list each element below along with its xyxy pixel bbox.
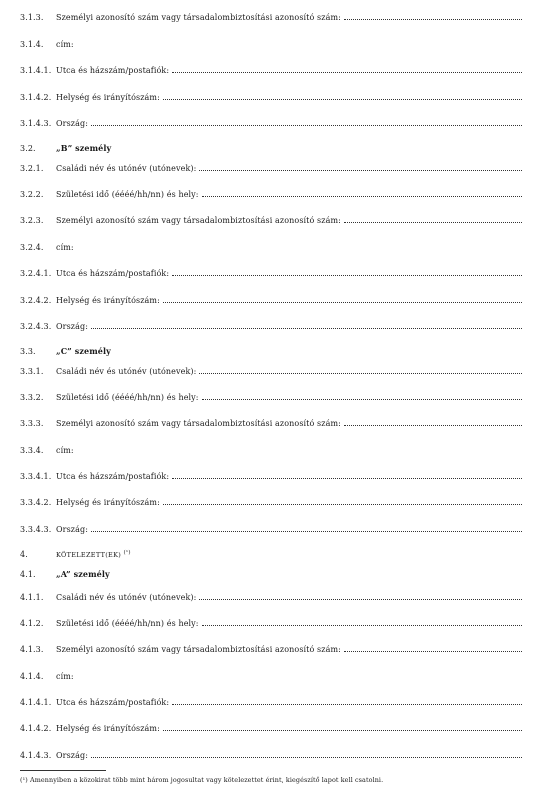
- row-label-text: Utca és házszám/postafiók:: [56, 698, 170, 707]
- form-row: [20, 90, 522, 102]
- fill-in-line[interactable]: [91, 756, 522, 758]
- row-label: [56, 346, 114, 356]
- row-number: 4.1.1.: [20, 593, 44, 602]
- row-number: 4.1.4.3.: [20, 751, 52, 760]
- row-label: [56, 367, 199, 376]
- row-label-text: cím:: [56, 243, 74, 252]
- row-label: [56, 296, 163, 305]
- form-row: [20, 748, 522, 760]
- form-row: [20, 495, 522, 507]
- row-number: 3.1.4.1.: [20, 66, 52, 75]
- form-row: [20, 547, 522, 559]
- row-label: [56, 40, 77, 49]
- fill-in-line[interactable]: [344, 221, 522, 223]
- row-number: 4.1.4.2.: [20, 724, 52, 733]
- row-label-text: cím:: [56, 446, 74, 455]
- row-label-text: Helység és irányítószám:: [56, 93, 160, 102]
- row-label-text: Személyi azonosító szám vagy társadalombiztosítási azonosító szám:: [56, 645, 341, 654]
- row-label-text: Születési idő (éééé/hh/nn) és hely:: [56, 190, 199, 199]
- row-number: 3.3.4.: [20, 446, 44, 455]
- row-label: [56, 216, 344, 225]
- row-label: [56, 93, 163, 102]
- row-label: [56, 472, 172, 481]
- row-label: [56, 269, 172, 278]
- row-number: 4.1.4.: [20, 672, 44, 681]
- form-row: [20, 390, 522, 402]
- row-label-text: „A” személy: [56, 569, 110, 579]
- row-label-text: „B” személy: [56, 143, 112, 153]
- row-label: [56, 619, 202, 628]
- row-number: 3.2.2.: [20, 190, 44, 199]
- form-row: [20, 590, 522, 602]
- fill-in-line[interactable]: [202, 195, 522, 197]
- form-row: [20, 364, 522, 376]
- row-label: [56, 498, 163, 507]
- row-number: 4.1.: [20, 570, 36, 579]
- fill-in-line[interactable]: [344, 650, 522, 652]
- row-label-text: cím:: [56, 672, 74, 681]
- fill-in-line[interactable]: [91, 124, 522, 126]
- row-number: 3.2.: [20, 144, 36, 153]
- row-label-text: Utca és házszám/postafiók:: [56, 66, 170, 75]
- form-row: [20, 141, 522, 153]
- fill-in-line[interactable]: [172, 477, 522, 479]
- fill-in-line[interactable]: [91, 530, 522, 532]
- fill-in-line[interactable]: [344, 18, 522, 20]
- form-row: [20, 266, 522, 278]
- row-number: 3.3.1.: [20, 367, 44, 376]
- form-row: [20, 416, 522, 428]
- row-label: [56, 593, 199, 602]
- row-label-text: Személyi azonosító szám vagy társadalombiztosítási azonosító szám:: [56, 13, 341, 22]
- row-label-text: Ország:: [56, 751, 88, 760]
- row-label: [56, 569, 113, 579]
- row-number: 3.2.1.: [20, 164, 44, 173]
- form-row: [20, 293, 522, 305]
- row-label-text: Ország:: [56, 525, 88, 534]
- form-row: [20, 161, 522, 173]
- footnote-divider: [20, 770, 106, 771]
- row-number: 3.3.3.: [20, 419, 44, 428]
- fill-in-line[interactable]: [172, 274, 522, 276]
- row-label-text: Helység és irányítószám:: [56, 498, 160, 507]
- row-label: [56, 143, 114, 153]
- form-row: [20, 443, 522, 455]
- form-row: [20, 37, 522, 49]
- row-number: 3.1.3.: [20, 13, 44, 22]
- row-label-text: Utca és házszám/postafiók:: [56, 472, 170, 481]
- row-label-text: Személyi azonosító szám vagy társadalombiztosítási azonosító szám:: [56, 419, 341, 428]
- form-row: [20, 522, 522, 534]
- row-number: 3.1.4.: [20, 40, 44, 49]
- row-label: [56, 751, 91, 760]
- row-number: 4.1.4.1.: [20, 698, 52, 707]
- row-label: [56, 190, 202, 199]
- row-label: [56, 724, 163, 733]
- form-row: [20, 116, 522, 128]
- row-label-text: Családi név és utónév (utónevek):: [56, 164, 197, 173]
- row-label: [56, 164, 199, 173]
- form-row: [20, 616, 522, 628]
- row-label: [56, 393, 202, 402]
- row-label: [56, 698, 172, 707]
- row-label-text: Személyi azonosító szám vagy társadalombiztosítási azonosító szám:: [56, 216, 341, 225]
- row-number: 3.3.4.2.: [20, 498, 52, 507]
- fill-in-line[interactable]: [199, 372, 522, 374]
- form-row: [20, 469, 522, 481]
- footnote-reference: (¹): [123, 549, 131, 556]
- footnote: [20, 776, 531, 784]
- fill-in-line[interactable]: [202, 398, 522, 400]
- fill-in-line[interactable]: [91, 327, 522, 329]
- fill-in-line[interactable]: [163, 729, 522, 731]
- row-number: 3.2.4.: [20, 243, 44, 252]
- footnote-text: Amennyiben a közokirat több mint három jogosultat vagy kötelezettet érint, kiegészítő lapot kell csatolni.: [30, 776, 384, 784]
- form-row: [20, 344, 522, 356]
- row-label-text: Utca és házszám/postafiók:: [56, 269, 170, 278]
- row-label-text: „C” személy: [56, 346, 111, 356]
- row-label: [56, 645, 344, 654]
- row-label: [56, 419, 344, 428]
- footnote-marker: (¹): [20, 776, 28, 784]
- row-label-text: KÖTELEZETT(EK): [56, 551, 122, 559]
- row-label-text: Ország:: [56, 119, 88, 128]
- form-row: [20, 567, 522, 579]
- fill-in-line[interactable]: [172, 71, 522, 73]
- row-label-text: Helység és irányítószám:: [56, 724, 160, 733]
- fill-in-line[interactable]: [199, 598, 522, 600]
- fill-in-line[interactable]: [163, 301, 522, 303]
- row-number: 3.3.4.1.: [20, 472, 52, 481]
- row-label-text: Családi név és utónév (utónevek):: [56, 367, 197, 376]
- row-label-text: Helység és irányítószám:: [56, 296, 160, 305]
- row-label: [56, 525, 91, 534]
- row-label: [56, 672, 77, 681]
- form-row: [20, 669, 522, 681]
- row-number: 3.2.4.3.: [20, 322, 52, 331]
- form-row: [20, 10, 522, 22]
- row-number: 3.1.4.2.: [20, 93, 52, 102]
- row-label: [56, 550, 134, 559]
- row-number: 3.3.4.3.: [20, 525, 52, 534]
- row-number: 3.1.4.3.: [20, 119, 52, 128]
- fill-in-line[interactable]: [172, 703, 522, 705]
- row-number: 3.2.3.: [20, 216, 44, 225]
- row-label: [56, 243, 77, 252]
- form-row: [20, 63, 522, 75]
- fill-in-line[interactable]: [163, 98, 522, 100]
- row-label-text: Születési idő (éééé/hh/nn) és hely:: [56, 619, 199, 628]
- row-label: [56, 13, 344, 22]
- form-row: [20, 721, 522, 733]
- form-row: [20, 695, 522, 707]
- row-label: [56, 446, 77, 455]
- row-number: 3.3.2.: [20, 393, 44, 402]
- fill-in-line[interactable]: [344, 424, 522, 426]
- row-number: 3.2.4.2.: [20, 296, 52, 305]
- row-label-text: Születési idő (éééé/hh/nn) és hely:: [56, 393, 199, 402]
- row-number: 3.3.: [20, 347, 36, 356]
- row-number: 4.1.2.: [20, 619, 44, 628]
- fill-in-line[interactable]: [199, 169, 522, 171]
- row-label: [56, 119, 91, 128]
- row-label: [56, 322, 91, 331]
- row-number: 3.2.4.1.: [20, 269, 52, 278]
- row-label: [56, 66, 172, 75]
- form-row: [20, 213, 522, 225]
- row-number: 4.1.3.: [20, 645, 44, 654]
- form-row: [20, 187, 522, 199]
- form-row: [20, 642, 522, 654]
- fill-in-line[interactable]: [163, 503, 522, 505]
- row-label-text: Családi név és utónév (utónevek):: [56, 593, 197, 602]
- row-label-text: Ország:: [56, 322, 88, 331]
- form-row: [20, 319, 522, 331]
- fill-in-line[interactable]: [202, 624, 522, 626]
- form-row: [20, 240, 522, 252]
- row-label-text: cím:: [56, 40, 74, 49]
- row-number: 4.: [20, 550, 28, 559]
